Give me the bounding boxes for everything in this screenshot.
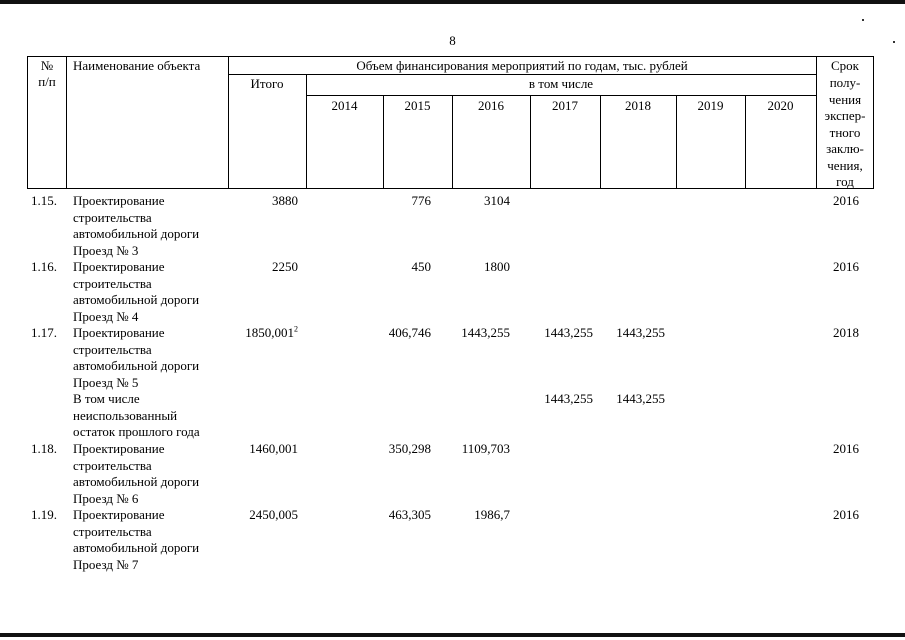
header-term-line: полу- bbox=[829, 75, 861, 90]
row-value-y2017: 1443,255 bbox=[544, 391, 593, 406]
row-value-y2016: 1986,7 bbox=[474, 507, 510, 522]
row-total-value: 2250 bbox=[272, 259, 298, 274]
row-total-value: 2450,005 bbox=[249, 507, 298, 522]
header-year-2015: 2015 bbox=[404, 98, 431, 113]
row-term: 2016 bbox=[833, 193, 859, 208]
row-value-y2017: 1443,255 bbox=[544, 325, 593, 340]
header-including: в том числе bbox=[528, 76, 594, 91]
row-name-line: Проектирование bbox=[73, 507, 165, 522]
row-term: 2018 bbox=[833, 325, 859, 340]
row-value-y2016: 1109,703 bbox=[461, 441, 510, 456]
row-name-line: Проезд № 7 bbox=[73, 556, 139, 572]
row-name-line: автомобильной дороги bbox=[73, 226, 200, 242]
header-term-line: год bbox=[836, 174, 854, 189]
row-name-line: Проезд № 5 bbox=[73, 374, 139, 390]
row-total bbox=[228, 507, 298, 524]
header-term-line: чения bbox=[828, 92, 862, 107]
row-name-line: остаток прошлого года bbox=[73, 424, 200, 440]
row-name-line: строительства bbox=[73, 209, 152, 225]
row-number: 1.16. bbox=[31, 259, 57, 274]
row-value-y2016: 1800 bbox=[484, 259, 510, 274]
row-value-y2015: 776 bbox=[411, 193, 431, 208]
header-year-2017: 2017 bbox=[552, 98, 578, 113]
header-year-2018: 2018 bbox=[625, 98, 651, 113]
row-name-line: строительства bbox=[73, 523, 152, 539]
header-volume: Объем финансирования мероприятий по годам, тыс. рублей bbox=[356, 58, 688, 73]
row-name-line: В том числе bbox=[73, 391, 140, 406]
row-total-value: 1850,001 bbox=[245, 325, 294, 340]
row-total bbox=[228, 193, 298, 210]
scan-speck bbox=[862, 19, 864, 21]
row-name-line: строительства bbox=[73, 457, 152, 473]
scan-border-bottom bbox=[0, 633, 905, 637]
row-number: 1.18. bbox=[31, 441, 57, 456]
row-total bbox=[228, 259, 298, 276]
header-term-line: чения, bbox=[827, 158, 863, 173]
row-name-line: Проезд № 3 bbox=[73, 242, 139, 258]
header-term-line: заклю- bbox=[826, 141, 864, 156]
row-name-line: Проезд № 6 bbox=[73, 490, 139, 506]
header-term-line: тного bbox=[829, 125, 861, 140]
row-name-line: неиспользованный bbox=[73, 407, 178, 423]
row-name-line: строительства bbox=[73, 341, 152, 357]
row-value-y2018: 1443,255 bbox=[616, 391, 665, 406]
scan-border-top bbox=[0, 0, 905, 4]
row-name-line: строительства bbox=[73, 275, 152, 291]
row-term: 2016 bbox=[833, 507, 859, 522]
row-number: 1.15. bbox=[31, 193, 57, 208]
row-number: 1.19. bbox=[31, 507, 57, 522]
row-name-line: автомобильной дороги bbox=[73, 540, 200, 556]
row-term: 2016 bbox=[833, 441, 859, 456]
row-number: 1.17. bbox=[31, 325, 57, 340]
header-no-sub: п/п bbox=[38, 74, 56, 89]
header-term-line: экспер- bbox=[824, 108, 866, 123]
row-term: 2016 bbox=[833, 259, 859, 274]
row-name-line: автомобильной дороги bbox=[73, 292, 200, 308]
row-total bbox=[228, 325, 298, 342]
row-total bbox=[228, 441, 298, 458]
header-total: Итого bbox=[250, 76, 284, 91]
footnote-mark: 2 bbox=[294, 324, 298, 334]
header-no: № bbox=[40, 58, 54, 73]
row-name-line: Проектирование bbox=[73, 325, 165, 340]
row-total-value: 3880 bbox=[272, 193, 298, 208]
row-name-line: Проектирование bbox=[73, 193, 165, 208]
row-name-line: автомобильной дороги bbox=[73, 358, 200, 374]
header-year-2019: 2019 bbox=[697, 98, 724, 113]
row-value-y2015: 450 bbox=[411, 259, 431, 274]
row-value-y2016: 3104 bbox=[484, 193, 510, 208]
row-value-y2015: 463,305 bbox=[388, 507, 431, 522]
header-year-2016: 2016 bbox=[478, 98, 504, 113]
page-number: 8 bbox=[449, 33, 456, 48]
header-year-2014: 2014 bbox=[331, 98, 358, 113]
row-name-line: Проезд № 4 bbox=[73, 308, 139, 324]
header-year-2020: 2020 bbox=[767, 98, 794, 113]
row-name-line: Проектирование bbox=[73, 259, 165, 274]
row-value-y2015: 350,298 bbox=[388, 441, 431, 456]
header-name: Наименование объекта bbox=[73, 58, 201, 73]
row-value-y2016: 1443,255 bbox=[461, 325, 510, 340]
row-name-line: Проектирование bbox=[73, 441, 165, 456]
row-total-value: 1460,001 bbox=[249, 441, 298, 456]
row-value-y2015: 406,746 bbox=[388, 325, 431, 340]
row-value-y2018: 1443,255 bbox=[616, 325, 665, 340]
row-name-line: автомобильной дороги bbox=[73, 474, 200, 490]
header-term-line: Срок bbox=[831, 58, 859, 73]
